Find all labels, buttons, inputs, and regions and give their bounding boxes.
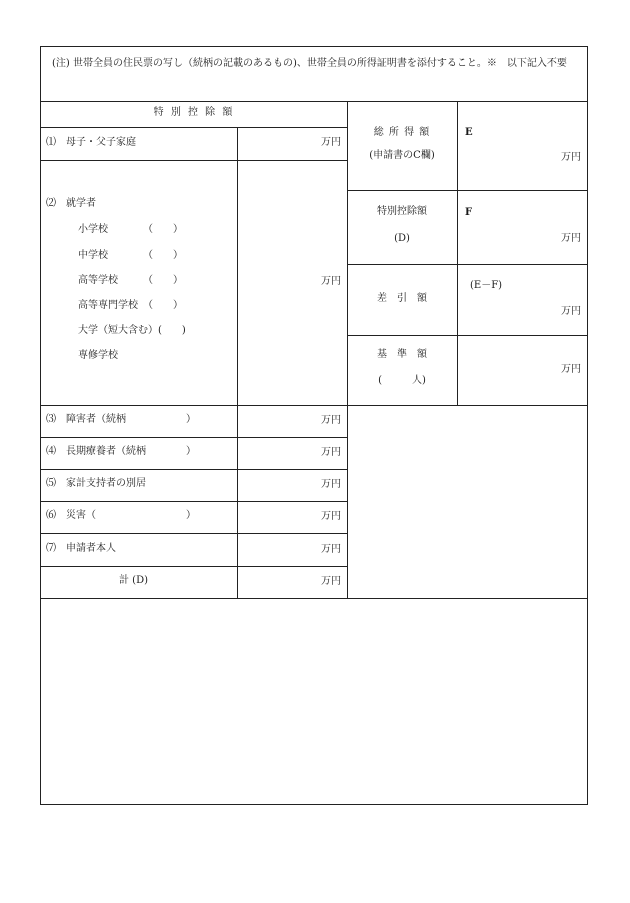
unit-r5: 万円 <box>321 479 341 490</box>
base-amount-label: 基 準 額 <box>377 349 427 360</box>
e-minus-f-label: (E－F) <box>470 280 503 291</box>
attachment-note: (注) 世帯全員の住民票の写し（続柄の記載のあるもの)、世帯全員の所得証明書を添付すること。※ 以下記入不要 <box>52 58 567 69</box>
school-junior-high: 中学校 （ ） <box>78 250 183 261</box>
school-vocational: 専修学校 <box>78 350 118 361</box>
frame-top <box>40 46 588 47</box>
unit-diff: 万円 <box>561 306 581 317</box>
line-right-2 <box>347 264 588 265</box>
unit-e: 万円 <box>561 152 581 163</box>
row-long-term-care: ⑷ 長期療養者（続柄 ） <box>46 446 196 457</box>
school-university: 大学（短大含む）( ) <box>78 325 186 336</box>
frame-right <box>587 46 588 804</box>
frame-bottom <box>40 804 588 805</box>
e-label: E <box>465 127 473 138</box>
line-row3 <box>40 437 348 438</box>
unit-total: 万円 <box>321 576 341 587</box>
line-row4 <box>40 469 348 470</box>
row-total: 計 (D) <box>119 575 148 586</box>
f-label: F <box>465 207 473 218</box>
unit-r3: 万円 <box>321 415 341 426</box>
line-right-col <box>457 101 458 405</box>
line-left-header <box>40 127 348 128</box>
line-right-1 <box>347 190 588 191</box>
unit-r7: 万円 <box>321 544 341 555</box>
total-income-label: 総 所 得 額 <box>373 127 431 138</box>
line-amount-col <box>237 127 238 598</box>
base-amount-persons: ( 人) <box>378 375 426 386</box>
special-deduction-header: 特 別 控 除 額 <box>153 107 235 118</box>
row-single-parent: ⑴ 母子・父子家庭 <box>46 137 136 148</box>
row-disabled: ⑶ 障害者（続柄 ） <box>46 414 196 425</box>
unit-r4: 万円 <box>321 447 341 458</box>
unit-base: 万円 <box>561 364 581 375</box>
unit-r6: 万円 <box>321 511 341 522</box>
row-disaster: ⑹ 災害（ ） <box>46 510 196 521</box>
school-technical-college: 高等専門学校 （ ） <box>78 300 183 311</box>
unit-r1: 万円 <box>321 137 341 148</box>
total-income-sub: (申請書のC欄) <box>369 150 435 161</box>
special-deduction-label: 特別控除額 <box>377 206 427 217</box>
difference-label: 差 引 額 <box>377 293 427 304</box>
school-high: 高等学校 （ ） <box>78 275 183 286</box>
row-separate-residence: ⑸ 家計支持者の別居 <box>46 478 146 489</box>
line-total <box>40 598 588 599</box>
note-divider <box>40 101 588 102</box>
school-elementary: 小学校 （ ） <box>78 224 183 235</box>
unit-r2: 万円 <box>321 276 341 287</box>
line-row2 <box>40 405 588 406</box>
line-row6 <box>40 533 348 534</box>
line-right-3 <box>347 335 588 336</box>
line-row7 <box>40 566 348 567</box>
row-students: ⑵ 就学者 <box>46 198 96 209</box>
row-applicant: ⑺ 申請者本人 <box>46 543 116 554</box>
line-row1 <box>40 160 348 161</box>
special-deduction-sub: (D) <box>394 233 410 244</box>
line-row5 <box>40 501 348 502</box>
unit-f: 万円 <box>561 233 581 244</box>
